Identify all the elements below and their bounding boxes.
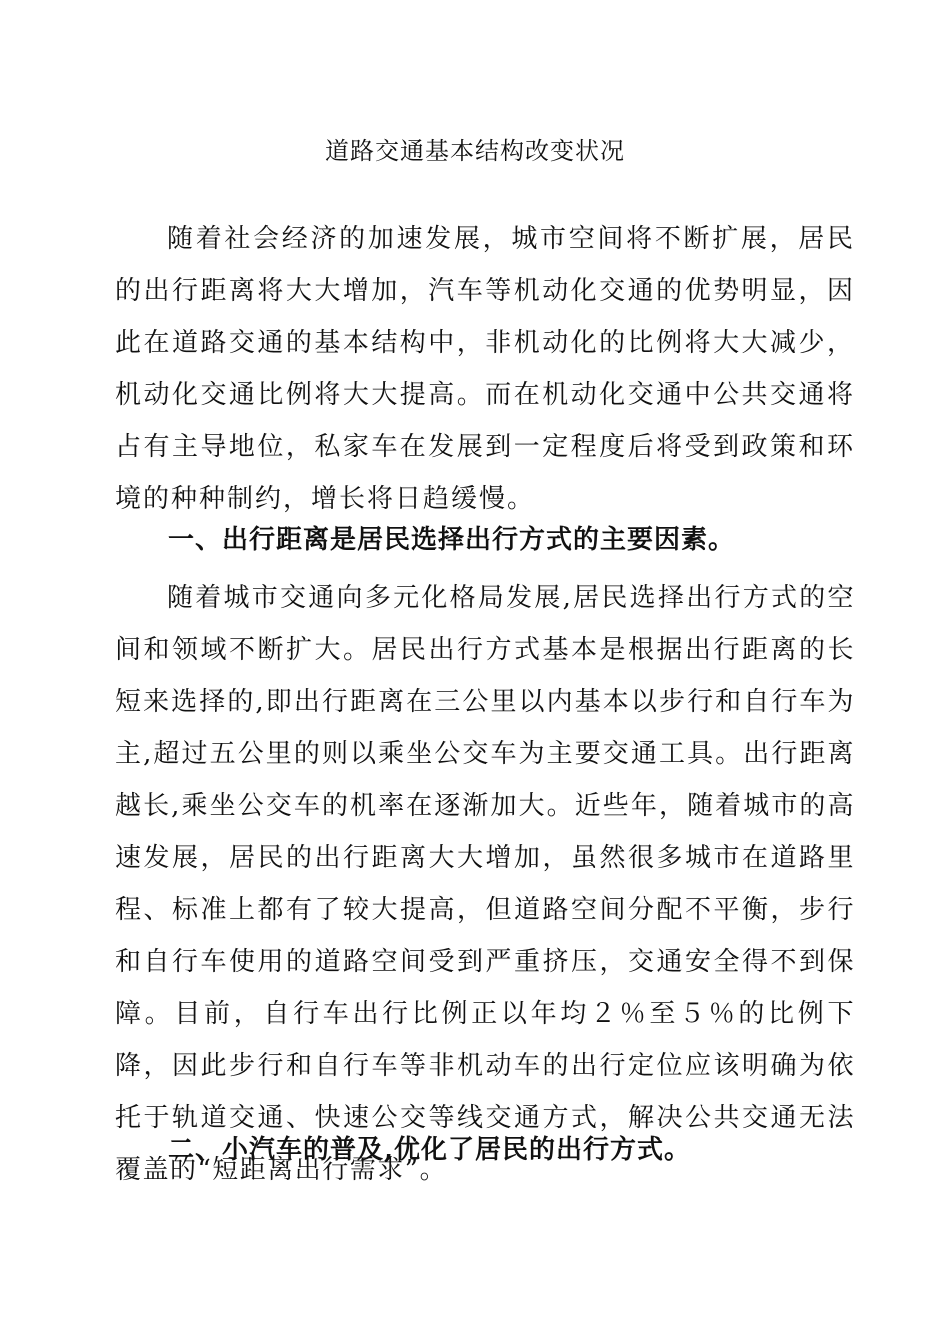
section-heading-1: 一、出行距离是居民选择出行方式的主要因素。 bbox=[168, 525, 736, 555]
paragraph-intro: 随着社会经济的加速发展，城市空间将不断扩展，居民的出行距离将大大增加，汽车等机动化交通的优势明显，因此在道路交通的基本结构中，非机动化的比例将大大减少，机动化交通比例将大大提高。而在机动化交通中公共交通将占有主导地位，私家车在发展到一定程度后将受到政策和环境的种种制约，增长将日趋缓慢。 bbox=[115, 224, 855, 514]
paragraph-section-1: 随着城市交通向多元化格局发展,居民选择出行方式的空间和领域不断扩大。居民出行方式基本是根据出行距离的长短来选择的,即出行距离在三公里以内基本以步行和自行车为主,超过五公里的则以乘坐公交车为主要交通工具。出行距离越长,乘坐公交车的机率在逐渐加大。近些年，随着城市的高速发展，居民的出行距离大大增加，虽然很多城市在道路里程、标准上都有了较大提高，但道路空间分配不平衡，步行和自行车使用的道路空间受到严重挤压，交通安全得不到保障。目前，自行车出行比例正以年均２％至５％的比例下降，因此步行和自行车等非机动车的出行定位应该明确为依托于轨道交通、快速公交等线交通方式，解决公共交通无法覆盖的“短距离出行需求”。 bbox=[115, 583, 855, 1185]
document-title: 道路交通基本结构改变状况 bbox=[325, 137, 625, 165]
section-heading-2: 二、小汽车的普及,优化了居民的出行方式。 bbox=[168, 1135, 692, 1165]
